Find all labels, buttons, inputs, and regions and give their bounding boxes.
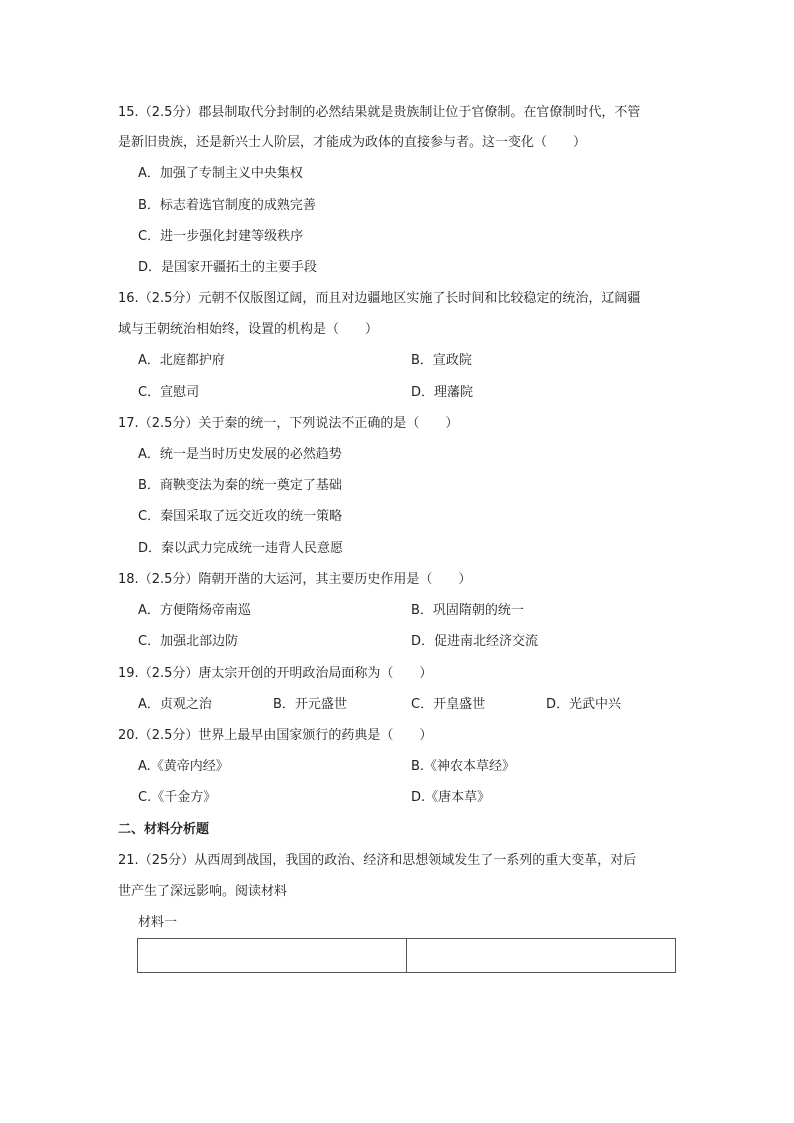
option-20-c: C.《千金方》 [138, 790, 217, 805]
question-19-line1 [118, 665, 432, 683]
question-score: （2.5分） [138, 105, 199, 120]
question-score: （2.5分） [138, 666, 199, 681]
question-text: 郡县制取代分封制的必然结果就是贵族制让位于官僚制。在官僚制时代，不管 [198, 105, 641, 120]
question-21-line1 [118, 852, 636, 870]
table-cell [407, 939, 676, 973]
question-number: 15. [118, 105, 139, 120]
option-17-c: C．秦国采取了远交近攻的统一策略 [138, 509, 343, 524]
question-number: 16. [118, 291, 139, 306]
question-text: 唐太宗开创的开明政治局面称为（ ） [198, 666, 433, 681]
question-text: 关于秦的统一，下列说法不正确的是（ ） [198, 416, 459, 431]
question-score: （2.5分） [138, 572, 199, 587]
option-15-a: A．加强了专制主义中央集权 [138, 166, 303, 181]
section-title: 二、材料分析题 [118, 822, 210, 837]
question-16-line2: 域与王朝统治相始终，设置的机构是（ ） [118, 322, 379, 337]
option-15-c: C．进一步强化封建等级秩序 [138, 229, 304, 244]
option-20-a: A.《黄帝内经》 [138, 759, 229, 774]
option-18-c: C．加强北部边防 [138, 634, 239, 649]
question-15-line2: 是新旧贵族，还是新兴士人阶层，才能成为政体的直接参与者。这一变化（ ） [118, 135, 587, 150]
question-text: 元朝不仅版图辽阔，而且对边疆地区实施了长时间和比较稳定的统治，辽阔疆 [198, 291, 641, 306]
material-label: 材料一 [138, 915, 178, 930]
question-number: 17. [118, 416, 139, 431]
question-text: 隋朝开凿的大运河，其主要历史作用是（ ） [198, 572, 472, 587]
option-18-d: D．促进南北经济交流 [411, 634, 539, 649]
question-16-line1 [118, 290, 640, 308]
question-18-line1 [118, 571, 471, 589]
question-text: 世界上最早由国家颁行的药典是（ ） [198, 728, 433, 743]
option-20-d: D.《唐本草》 [411, 790, 491, 805]
option-16-c: C．宣慰司 [138, 385, 200, 400]
table-row [138, 939, 676, 973]
material-table [137, 938, 676, 973]
question-number: 20. [118, 728, 139, 743]
question-score: （2.5分） [138, 291, 199, 306]
option-16-d: D．理藩院 [411, 385, 474, 400]
option-19-c: C．开皇盛世 [411, 697, 486, 712]
option-18-a: A．方便隋炀帝南巡 [138, 603, 251, 618]
question-number: 19. [118, 666, 139, 681]
question-17-line1 [118, 415, 458, 433]
question-21-line2: 世产生了深远影响。阅读材料 [118, 884, 288, 899]
option-15-d: D．是国家开疆拓土的主要手段 [138, 260, 318, 275]
option-16-b: B．宣政院 [411, 353, 472, 368]
question-number: 21. [118, 853, 139, 868]
option-19-d: D．光武中兴 [546, 697, 622, 712]
option-19-a: A．贞观之治 [138, 697, 212, 712]
question-score: （2.5分） [138, 416, 199, 431]
question-15-line1 [118, 104, 640, 122]
option-19-b: B．开元盛世 [273, 697, 347, 712]
option-15-b: B．标志着选官制度的成熟完善 [138, 198, 316, 213]
option-17-a: A．统一是当时历史发展的必然趋势 [138, 447, 342, 462]
question-number: 18. [118, 572, 139, 587]
question-text: 从西周到战国，我国的政治、经济和思想领域发生了一系列的重大变革，对后 [194, 853, 637, 868]
question-20-line1 [118, 727, 432, 745]
option-17-b: B．商鞅变法为秦的统一奠定了基础 [138, 478, 342, 493]
option-17-d: D．秦以武力完成统一违背人民意愿 [138, 541, 344, 556]
option-16-a: A．北庭都护府 [138, 353, 225, 368]
table-cell [138, 939, 407, 973]
option-18-b: B．巩固隋朝的统一 [411, 603, 524, 618]
option-20-b: B.《神农本草经》 [411, 759, 516, 774]
question-score: （25分） [138, 853, 195, 868]
question-score: （2.5分） [138, 728, 199, 743]
